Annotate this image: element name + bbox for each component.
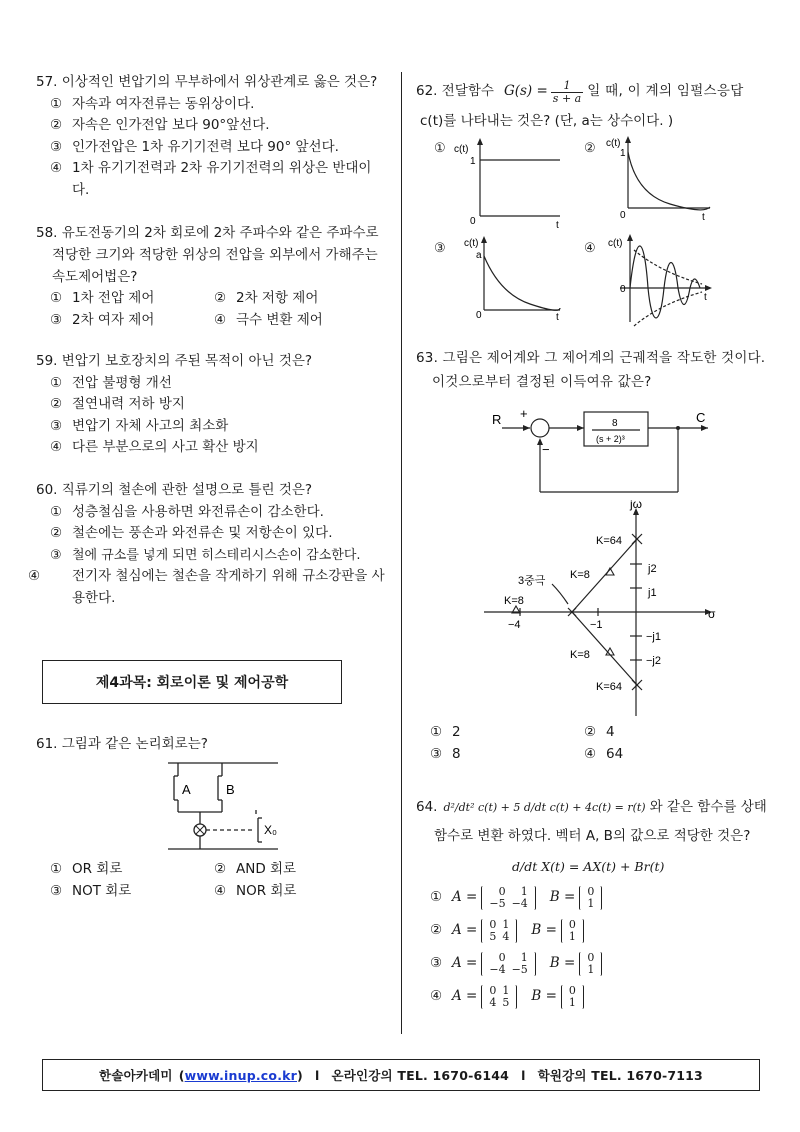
option-mark: ③ [50, 311, 63, 328]
matrix-a: 0 1 5 4 [481, 919, 517, 943]
q62-graph-options [410, 132, 770, 332]
question-58-stem: 58. 유도전동기의 2차 회로에 2차 주파수와 같은 주파수로 적당한 크기와 적당한 위상의 전압을 외부에서 가해주는 속도제어법은? [36, 225, 379, 285]
footer-bar: 한솔아카데미 ( www.inup.co.kr ) l 온라인강의 TEL. 1670-6144 l 학원강의 TEL. 1670-7113 [42, 1059, 760, 1091]
option-text: 다른 부분으로의 사고 확산 방지 [72, 439, 259, 455]
option-mark: ② [50, 396, 63, 412]
option-text: 전기자 철심에는 철손을 작게하기 위해 규소강판을 사용한다. [72, 568, 385, 606]
q63-option-1[interactable] [416, 722, 570, 744]
graph-2-ylabel: c(t) [606, 138, 621, 149]
graph-1-mark[interactable]: ① [434, 140, 446, 155]
graph-4-mark[interactable]: ④ [584, 240, 596, 255]
q64-option-4[interactable]: ④ A = 0 1 4 5 B = 0 1 [416, 980, 768, 1013]
j2-label: j2 [648, 563, 657, 575]
q60-option-1[interactable] [36, 502, 392, 524]
matrix-b: 0 1 [561, 919, 584, 943]
q57-option-1[interactable] [36, 94, 388, 116]
plus-sign: + [520, 406, 528, 421]
option-mark: ② [50, 117, 63, 133]
question-58 [36, 222, 388, 331]
fraction-denominator: s + a [552, 91, 582, 105]
summing-junction [531, 419, 549, 437]
minus-sign: − [542, 442, 550, 457]
option-mark: ② [50, 525, 63, 541]
question-63 [416, 346, 768, 394]
option-text: 2 [452, 724, 461, 740]
question-60-stem: 60. 직류기의 철손에 관한 설명으로 틀린 것은? [36, 482, 313, 498]
q63-option-4[interactable] [570, 744, 734, 766]
stem-suffix: 일 때, 이 계의 임펄스응답 [587, 83, 744, 100]
option-text: NOT 회로 [72, 882, 132, 899]
question-57-stem: 57. 이상적인 변압기의 무부하에서 위상관계로 옳은 것은? [36, 74, 378, 90]
option-text: 1차 전압 제어 [72, 290, 155, 306]
option-text: 자속과 여자전류는 동위상이다. [72, 95, 255, 112]
option-text: AND 회로 [236, 861, 297, 877]
matrix-b: 0 1 [561, 985, 584, 1009]
minus-4-label: −4 [508, 619, 521, 631]
option-mark: ④ [214, 882, 227, 899]
footer-separator: l [314, 1067, 320, 1083]
option-text: 극수 변환 제어 [236, 311, 323, 328]
option-mark: ③ [430, 745, 443, 762]
section-title: 제4과목: 회로이론 및 제어공학 [95, 675, 289, 691]
footer-separator: l [521, 1067, 526, 1083]
q63-option-2[interactable] [570, 722, 734, 744]
q57-option-3[interactable] [36, 137, 388, 159]
question-64-stem-line2: 함수로 변환 하였다. 벡터 A, B의 값으로 적당한 것은? [434, 828, 751, 844]
option-mark: ② [214, 861, 227, 877]
graph-3-xlabel: t [556, 312, 559, 323]
option-mark: ③ [430, 954, 443, 971]
academy-name: 한솔아카데미 [99, 1068, 173, 1083]
column-divider [401, 72, 402, 1034]
option-text: 절연내력 저하 방지 [72, 396, 185, 412]
relay-x-label: X₀ [264, 823, 277, 837]
q63-root-locus-plot [480, 500, 720, 720]
q61-option-2[interactable] [200, 859, 364, 881]
q64-option-1[interactable]: ① A = 0 1 −5 −4 B = 0 1 [416, 881, 768, 914]
question-64-stem [416, 790, 768, 826]
block-numerator: 8 [612, 418, 618, 429]
q61-logic-circuit-figure [160, 758, 300, 854]
question-63-options [416, 722, 768, 765]
input-label: R [492, 412, 502, 427]
online-phone: 온라인강의 TEL. 1670-6144 [331, 1068, 510, 1083]
q61-option-4[interactable] [200, 881, 364, 903]
k64-bottom-label: K=64 [596, 681, 622, 693]
transfer-function-lhs: G(s) = [503, 83, 548, 100]
option-mark: ② [430, 921, 443, 938]
graph-1-origin: 0 [470, 216, 476, 227]
matrix-a: 0 1 4 5 [481, 985, 517, 1009]
q57-option-2[interactable] [36, 115, 388, 137]
q60-option-4[interactable] [28, 566, 392, 609]
q58-option-1[interactable] [36, 288, 200, 310]
matrix-b: 0 1 [579, 886, 602, 910]
transfer-function-fraction [551, 80, 583, 105]
matrix-a: 0 1 −4 −5 [481, 952, 535, 976]
graph-1-xlabel: t [556, 220, 559, 231]
question-61-stem: 61. 그림과 같은 논리회로는? [36, 736, 208, 752]
question-59 [36, 351, 388, 459]
q60-option-2[interactable] [36, 523, 392, 545]
question-60 [28, 480, 392, 609]
question-64 [416, 790, 768, 1013]
question-62-stem [416, 76, 768, 108]
graph-4-ylabel: c(t) [608, 238, 623, 249]
graph-4-origin: 0 [620, 284, 626, 295]
k8-bottom-label: K=8 [570, 649, 590, 661]
q59-option-2[interactable] [36, 394, 388, 416]
state-equation: d/dt X(t) = AX(t) + Br(t) [512, 858, 665, 874]
option-text: NOR 회로 [236, 882, 297, 899]
option-mark: ② [584, 724, 597, 740]
option-mark: ① [430, 724, 443, 740]
graph-2-mark[interactable]: ② [584, 140, 596, 155]
option-text: 1차 유기기전력과 2차 유기기전력의 위상은 반대이다. [72, 160, 372, 198]
graph-3-decay-curve [484, 256, 560, 310]
option-mark: ④ [584, 745, 597, 762]
q58-option-3[interactable] [36, 310, 200, 332]
option-mark: ② [214, 290, 227, 306]
sigma-axis-label: σ [708, 607, 716, 621]
section-title-box [42, 660, 342, 704]
stem-prefix: 64. [416, 799, 438, 816]
graph-2-tick: 1 [620, 148, 626, 159]
graph-4-oscillation-curve [630, 246, 700, 318]
q64-option-3[interactable]: ③ A = 0 1 −4 −5 B = 0 1 [416, 947, 768, 980]
option-text: 8 [452, 745, 461, 762]
option-text: 2차 여자 제어 [72, 311, 155, 328]
block-denominator: (s + 2)³ [596, 434, 625, 444]
q59-option-3[interactable] [36, 416, 388, 438]
q63-block-diagram [480, 402, 720, 498]
k64-top-label: K=64 [596, 535, 622, 547]
fraction-numerator: 1 [551, 80, 583, 93]
q64-option-2[interactable]: ② A = 0 1 5 4 B = 0 1 [416, 914, 768, 947]
matrix-b: 0 1 [579, 952, 602, 976]
graph-4-xlabel: t [704, 292, 707, 303]
q61-option-1[interactable] [36, 859, 200, 881]
option-text: 전압 불평형 개선 [72, 374, 172, 391]
option-mark: ④ [50, 160, 63, 176]
option-mark: ④ [430, 987, 443, 1004]
graph-1-tick: 1 [470, 156, 476, 167]
triple-pole-label: 3중극 [518, 575, 546, 587]
option-mark: ① [50, 374, 63, 391]
option-text: 인가전압은 1차 유기기전력 보다 90° 앞선다. [72, 138, 339, 155]
question-63-stem: 63. 그림은 제어계와 그 제어계의 근궤적을 작도한 것이다. 이것으로부터 결정된 이득여유 값은? [416, 350, 766, 390]
minus-1-label: −1 [590, 619, 603, 631]
question-59-stem: 59. 변압기 보호장치의 주된 목적이 아닌 것은? [36, 353, 313, 369]
stem-suffix: 와 같은 함수를 상태 [649, 799, 767, 816]
j1-label: j1 [648, 587, 657, 599]
option-mark: ④ [50, 439, 63, 455]
option-mark: ① [50, 95, 63, 112]
graph-3-tick: a [476, 250, 482, 261]
option-text: 변압기 자체 사고의 최소화 [72, 417, 229, 434]
graph-3-origin: 0 [476, 310, 482, 321]
k8-top-label: K=8 [570, 569, 590, 581]
option-text: 자속은 인가전압 보다 90°앞선다. [72, 117, 270, 133]
q57-option-4[interactable] [36, 158, 388, 201]
output-label: C [696, 410, 706, 425]
question-62 [416, 76, 768, 133]
option-text: 4 [606, 724, 615, 740]
question-57 [36, 72, 388, 201]
option-mark: ③ [50, 882, 63, 899]
matrix-a: 0 1 −5 −4 [481, 886, 535, 910]
question-61-options [36, 859, 388, 902]
option-text: 64 [606, 745, 624, 762]
question-62-stem-line2: c(t)를 나타내는 것은? (단, a는 상수이다. ) [420, 113, 674, 129]
option-mark: ③ [50, 417, 63, 434]
option-mark: ③ [50, 138, 63, 155]
k8-left-label: K=8 [504, 595, 524, 607]
option-mark: ④ [28, 568, 41, 584]
graph-3-ylabel: c(t) [464, 238, 479, 249]
option-mark: ① [50, 861, 63, 877]
option-mark: ① [430, 888, 443, 905]
stem-prefix: 62. 전달함수 [416, 83, 494, 100]
graph-1-ylabel: c(t) [454, 144, 469, 155]
option-mark: ④ [214, 311, 227, 328]
graph-2-origin: 0 [620, 210, 626, 221]
q58-option-4[interactable] [200, 310, 364, 332]
question-61 [36, 734, 388, 756]
switch-a-label: A [182, 782, 191, 797]
option-text: 철손에는 풍손과 와전류손 및 저항손이 있다. [72, 525, 333, 541]
option-text: OR 회로 [72, 861, 123, 877]
option-mark: ① [50, 290, 63, 306]
differential-equation: d²/dt² c(t) + 5 d/dt c(t) + 4c(t) = r(t) [443, 801, 646, 815]
q63-option-3[interactable] [416, 744, 570, 766]
option-mark: ① [50, 503, 63, 520]
option-text: 2차 저항 제어 [236, 290, 319, 306]
academy-phone: 학원강의 TEL. 1670-7113 [537, 1068, 703, 1083]
q59-option-4[interactable] [36, 437, 388, 459]
option-mark: ③ [50, 547, 62, 563]
graph-2-xlabel: t [702, 212, 705, 223]
minus-j2-label: −j2 [646, 655, 661, 667]
graph-2-decay-curve [628, 152, 710, 210]
q58-option-2[interactable] [200, 288, 364, 310]
q60-option-3[interactable] [36, 545, 392, 567]
website-link[interactable]: www.inup.co.kr [184, 1067, 298, 1083]
switch-b-label: B [226, 782, 235, 797]
q61-option-3[interactable] [36, 881, 200, 903]
jw-axis-label: jω [630, 500, 643, 511]
graph-3-mark[interactable]: ③ [434, 240, 446, 255]
option-text: 성층철심을 사용하면 와전류손이 감소한다. [72, 503, 324, 520]
minus-j1-label: −j1 [646, 631, 661, 643]
option-text: 철에 규소를 넣게 되면 히스테리시스손이 감소한다. [72, 547, 361, 563]
q59-option-1[interactable] [36, 373, 388, 395]
